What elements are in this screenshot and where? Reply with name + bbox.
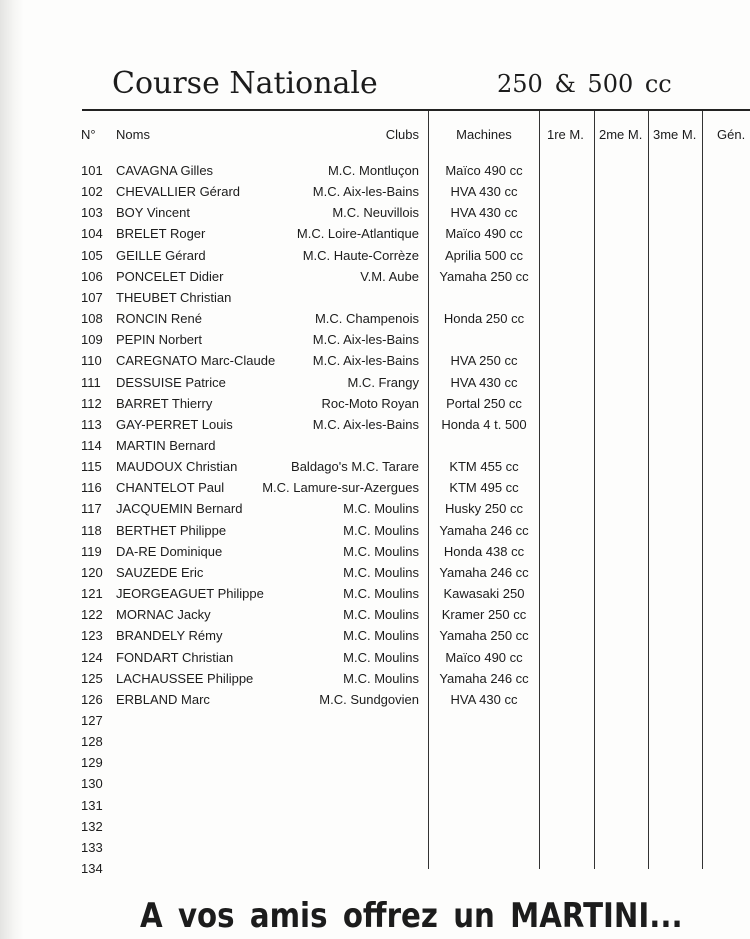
row-machine xyxy=(429,837,539,858)
row-club: M.C. Aix-les-Bains xyxy=(312,332,419,348)
row-machine: Maïco 490 cc xyxy=(445,226,523,242)
row-number: 118 xyxy=(81,522,102,538)
header-m2: 2me M. xyxy=(599,127,643,142)
row-name: JEORGEAGUET Philippe xyxy=(116,586,264,601)
header-gen: Gén. xyxy=(717,127,746,142)
row-machine: HVA 430 cc xyxy=(450,691,518,707)
row-number: 111 xyxy=(81,374,101,390)
header-club: Clubs xyxy=(385,127,419,142)
row-number: 116 xyxy=(81,480,102,496)
row-number: 134 xyxy=(81,860,103,876)
row-name: CHANTELOT Paul xyxy=(116,480,225,496)
row-club: V.M. Aube xyxy=(360,268,419,284)
row-name: THEUBET Christian xyxy=(116,289,232,305)
row-name: PONCELET Didier xyxy=(116,268,224,284)
row-machine: HVA 430 cc xyxy=(450,205,518,221)
row-machine: Maïco 490 cc xyxy=(445,649,523,665)
row-number: 101 xyxy=(81,163,103,178)
row-machine: HVA 430 cc xyxy=(450,184,518,200)
page-title: Course Nationale xyxy=(112,66,378,101)
row-name: CAVAGNA Gilles xyxy=(116,163,214,178)
row-machine xyxy=(429,773,539,794)
row-machine: Yamaha 246 cc xyxy=(439,564,529,580)
row-club: M.C. Moulins xyxy=(343,649,419,665)
row-club: M.C. Aix-les-Bains xyxy=(312,184,419,200)
row-number: 131 xyxy=(81,797,103,813)
row-machine: Yamaha 246 cc xyxy=(439,522,529,538)
row-number: 112 xyxy=(81,395,102,411)
row-name: GAY-PERRET Louis xyxy=(116,416,233,432)
row-name: BERTHET Philippe xyxy=(116,522,227,538)
row-number: 115 xyxy=(81,459,102,475)
row-name: BARRET Thierry xyxy=(116,395,213,411)
row-machine: Husky 250 cc xyxy=(444,501,524,517)
row-machine: Yamaha 250 cc xyxy=(439,268,529,284)
row-number: 117 xyxy=(81,501,102,517)
row-club: Baldago's M.C. Tarare xyxy=(291,459,419,475)
row-machine: HVA 430 cc xyxy=(450,374,518,390)
row-club: M.C. Moulins xyxy=(343,501,419,517)
row-machine: Kawasaki 250 xyxy=(443,586,525,601)
row-machine xyxy=(429,435,539,456)
row-machine: Aprilia 500 cc xyxy=(444,247,524,263)
row-club: M.C. Moulins xyxy=(343,586,419,601)
row-club: M.C. Moulins xyxy=(343,670,419,686)
row-machine: KTM 495 cc xyxy=(449,480,519,496)
row-club: M.C. Aix-les-Bains xyxy=(312,416,419,432)
row-machine xyxy=(429,731,539,752)
header-name: Noms xyxy=(116,127,150,142)
row-number: 102 xyxy=(81,184,103,200)
row-machine xyxy=(429,858,539,879)
row-name: DESSUISE Patrice xyxy=(116,374,226,390)
row-number: 108 xyxy=(81,311,103,326)
header-rule xyxy=(82,109,750,111)
row-name: MARTIN Bernard xyxy=(116,437,216,453)
row-number: 123 xyxy=(81,628,103,644)
row-name: CHEVALLIER Gérard xyxy=(116,184,241,200)
row-club: M.C. Loire-Atlantique xyxy=(296,226,419,242)
row-machine: Maïco 490 cc xyxy=(445,163,523,178)
row-club: M.C. Sundgovien xyxy=(319,691,419,707)
row-number: 129 xyxy=(81,755,103,771)
row-number: 119 xyxy=(81,543,102,559)
row-number: 125 xyxy=(81,670,103,686)
row-name: MORNAC Jacky xyxy=(116,607,211,623)
row-machine: KTM 455 cc xyxy=(449,459,519,475)
row-number: 103 xyxy=(81,205,103,221)
row-machine xyxy=(429,752,539,773)
row-number: 132 xyxy=(81,818,103,834)
row-club: M.C. Moulins xyxy=(343,628,419,644)
row-name: CAREGNATO Marc-Claude xyxy=(116,353,276,369)
row-number: 104 xyxy=(81,226,103,242)
header-m3: 3me M. xyxy=(653,127,697,142)
row-number: 133 xyxy=(81,839,103,855)
row-number: 121 xyxy=(81,586,103,601)
row-club: M.C. Montluçon xyxy=(327,163,419,178)
row-name: BRANDELY Rémy xyxy=(116,628,223,644)
page-edge-shadow xyxy=(0,0,24,939)
row-number: 128 xyxy=(81,734,103,749)
row-name: BRELET Roger xyxy=(116,226,206,242)
row-machine: Yamaha 246 cc xyxy=(439,670,529,686)
row-name: FONDART Christian xyxy=(116,649,234,665)
row-machine xyxy=(429,816,539,837)
row-number: 124 xyxy=(81,649,103,665)
row-machine: HVA 250 cc xyxy=(450,353,518,369)
row-machine: Kramer 250 cc xyxy=(441,607,527,623)
row-name: ERBLAND Marc xyxy=(116,691,210,707)
row-number: 109 xyxy=(81,332,103,348)
row-name: DA-RE Dominique xyxy=(116,543,223,559)
row-club: M.C. Haute-Corrèze xyxy=(302,247,419,263)
row-club: M.C. Lamure-sur-Azergues xyxy=(262,480,419,496)
row-machine: Honda 438 cc xyxy=(443,543,525,559)
row-machine xyxy=(429,329,539,350)
page-subtitle: 250 & 500 cc xyxy=(497,70,672,98)
row-club: Roc-Moto Royan xyxy=(321,395,419,411)
row-name: RONCIN René xyxy=(116,311,202,326)
column-divider-m1 xyxy=(539,111,540,869)
row-name: MAUDOUX Christian xyxy=(116,459,238,475)
row-number: 114 xyxy=(81,437,102,453)
row-name: JACQUEMIN Bernard xyxy=(116,501,243,517)
row-club: M.C. Moulins xyxy=(343,607,419,623)
row-machine: Portal 250 cc xyxy=(446,395,522,411)
row-club: M.C. Frangy xyxy=(347,374,419,390)
column-divider-gen xyxy=(702,111,703,869)
row-number: 130 xyxy=(81,776,103,792)
row-number: 113 xyxy=(81,416,102,432)
row-club: M.C. Moulins xyxy=(343,564,419,580)
header-num: N° xyxy=(81,127,96,142)
row-number: 110 xyxy=(81,353,102,369)
row-club: M.C. Aix-les-Bains xyxy=(312,353,419,369)
row-machine xyxy=(429,287,539,308)
row-name: SAUZEDE Eric xyxy=(116,564,204,580)
header-machine: Machines xyxy=(456,127,512,142)
column-divider-m2 xyxy=(594,111,595,869)
row-name: GEILLE Gérard xyxy=(116,247,206,263)
row-machine: Yamaha 250 cc xyxy=(439,628,529,644)
row-name: BOY Vincent xyxy=(116,205,190,221)
row-club: M.C. Neuvillois xyxy=(332,205,419,221)
row-machine xyxy=(429,795,539,816)
row-name: LACHAUSSEE Philippe xyxy=(116,670,254,686)
row-machine: Honda 250 cc xyxy=(443,311,525,326)
row-machine: Honda 4 t. 500 xyxy=(441,416,527,432)
row-number: 126 xyxy=(81,691,103,707)
row-club: M.C. Moulins xyxy=(343,543,419,559)
row-number: 105 xyxy=(81,247,103,263)
row-number: 127 xyxy=(81,712,103,728)
row-number: 122 xyxy=(81,607,103,623)
column-divider-m3 xyxy=(648,111,649,869)
row-machine xyxy=(429,710,539,731)
row-club: M.C. Champenois xyxy=(314,311,419,326)
row-club: M.C. Moulins xyxy=(343,522,419,538)
advert-slogan: A vos amis offrez un MARTINI... xyxy=(140,896,683,936)
row-number: 107 xyxy=(81,289,103,305)
row-name: PEPIN Norbert xyxy=(116,332,202,348)
row-number: 106 xyxy=(81,268,103,284)
header-m1: 1re M. xyxy=(547,127,584,142)
row-number: 120 xyxy=(81,564,103,580)
